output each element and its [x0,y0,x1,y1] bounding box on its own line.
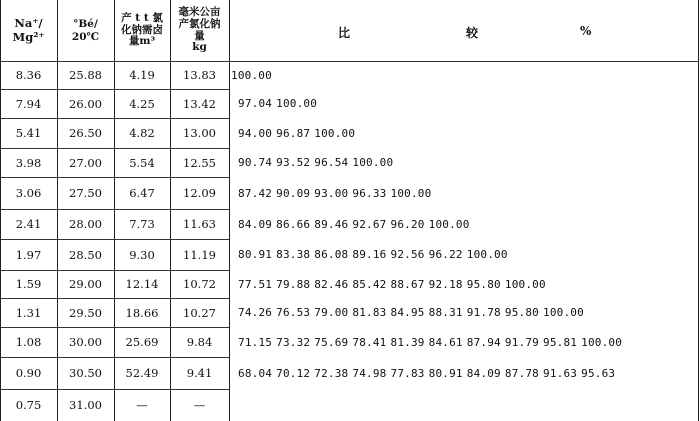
compare-value: 77.83 [390,366,425,380]
compare-value: 95.80 [504,306,539,319]
compare-value: 96.20 [390,217,425,231]
cell-yield: 9.41 [186,366,213,380]
compare-value: 94.00 [238,126,273,140]
cell-ratio: 3.98 [15,155,42,170]
compare-value: 79.00 [314,306,349,319]
compare-value: 96.54 [314,156,349,169]
compare-value: 100.00 [390,186,432,200]
compare-value: 100.00 [428,217,470,231]
header-text: 产 t t 氯 [121,11,163,24]
header-text: 量 [194,29,205,42]
compare-value: 92.67 [352,217,387,231]
header-compare-3: % [580,24,592,38]
compare-value: 83.38 [276,248,311,261]
compare-value: 93.52 [276,156,311,169]
compare-value: 92.56 [390,248,425,261]
compare-value: 87.78 [504,366,539,380]
cell-compare-values [238,148,397,177]
cell-ratio: 5.41 [15,126,42,140]
compare-value: 82.46 [314,277,349,291]
table-border-right [698,0,699,421]
compare-value: 88.31 [428,306,463,319]
compare-value: 100.00 [543,306,584,319]
compare-value: 75.69 [314,335,349,349]
cell-ratio: 7.94 [15,96,42,111]
compare-value: 77.51 [238,277,273,291]
compare-value: 70.12 [276,366,311,380]
compare-value: 84.95 [390,306,425,319]
cell-yield: 13.00 [183,126,216,140]
compare-value: 74.98 [352,366,387,380]
header-text: Mg²⁺ [12,29,45,44]
header-text: 产氯化钠 [178,17,221,30]
compare-value: 89.16 [352,248,387,261]
cell-compare-values [238,239,512,270]
cell-brine: 25.69 [125,335,159,349]
cell-yield: 13.42 [183,96,216,111]
compare-value: 76.53 [276,306,311,319]
cell-be: 25.88 [69,68,102,82]
compare-value: 89.46 [314,217,349,231]
compare-value: 81.39 [390,335,425,349]
cell-yield: 11.19 [183,247,216,262]
header-compare-2: 较 [466,26,479,40]
cell-yield: — [193,398,206,412]
cell-brine: 12.14 [125,277,159,291]
cell-ratio: 8.36 [15,68,42,82]
compare-value: 78.41 [352,335,387,349]
cell-brine: 4.25 [129,96,155,111]
header-text: kg [192,41,207,54]
compare-value: 84.61 [428,335,463,349]
compare-value: 91.79 [504,335,539,349]
cell-brine: 4.19 [129,68,155,82]
cell-ratio: 1.31 [15,305,42,320]
compare-value: 79.88 [276,277,311,291]
compare-value: 68.04 [238,366,273,380]
header-rule [229,61,699,62]
compare-value: 87.94 [466,335,501,349]
cell-be: 26.00 [69,96,102,111]
cell-yield: 12.55 [183,155,216,170]
cell-compare-values [238,118,359,148]
cell-yield: 12.09 [183,186,216,200]
compare-value: 95.80 [466,277,501,291]
compare-value: 86.66 [276,217,311,231]
header-text: °Bé/ [73,18,98,31]
cell-brine: 4.82 [129,126,155,140]
compare-value: 100.00 [466,248,508,261]
cell-yield: 11.63 [183,217,216,231]
compare-value: 80.91 [428,366,463,380]
compare-value: 88.67 [390,277,425,291]
cell-yield: 10.72 [183,277,216,291]
cell-brine: 6.47 [129,186,155,200]
compare-value: 92.18 [428,277,463,291]
cell-compare-values [238,209,474,239]
compare-value: 73.32 [276,335,311,349]
header-text: 量m³ [128,35,156,48]
header-salt-yield [170,0,229,61]
cell-be: 30.00 [69,335,102,349]
cell-be: 29.50 [69,305,102,320]
cell-be: 31.00 [69,398,102,412]
compare-value: 86.08 [314,248,349,261]
cell-compare-values [238,89,321,118]
compare-value: 85.42 [352,277,387,291]
cell-be: 27.50 [69,186,102,200]
cell-ratio: 1.08 [15,335,42,349]
header-text: Na⁺/ [14,16,43,31]
cell-yield: 10.27 [183,305,216,320]
cell-compare-values [238,298,588,327]
cell-ratio: 3.06 [15,186,42,200]
compare-value: 96.22 [428,248,463,261]
cell-brine: 7.73 [129,217,155,231]
header-text: 化钠需卤 [121,23,163,36]
compare-value: 90.09 [276,186,311,200]
cell-be: 28.00 [69,217,102,231]
compare-value: 93.00 [314,186,349,200]
compare-value: 100.00 [352,156,394,169]
compare-value: 84.09 [238,217,273,231]
compare-value: 80.91 [238,248,273,261]
compare-value: 96.33 [352,186,387,200]
compare-value: 72.38 [314,366,349,380]
compare-value: 91.78 [466,306,501,319]
header-compare-1: 比 [338,26,351,40]
compare-value: 84.09 [466,366,501,380]
cell-compare-values [238,327,626,357]
cell-brine: 18.66 [125,305,159,320]
cell-yield: 13.83 [183,68,216,82]
compare-value: 100.00 [231,68,272,82]
compare-value: 81.83 [352,306,387,319]
compare-value: 96.87 [276,126,311,140]
cell-brine: 52.49 [125,366,159,380]
header-brine-volume [114,0,170,61]
compare-value: 100.00 [504,277,546,291]
compare-value: 74.26 [238,306,273,319]
compare-value: 100.00 [314,126,356,140]
compare-value: 100.00 [276,97,318,110]
compare-value: 100.00 [581,335,623,349]
cell-be: 29.00 [69,277,102,291]
cell-compare-values [238,357,619,389]
cell-ratio: 1.59 [15,277,42,291]
compare-value: 71.15 [238,335,273,349]
header-baume [57,0,114,61]
compare-value: 90.74 [238,156,273,169]
compare-value: 97.04 [238,97,273,110]
cell-compare-values [238,177,435,209]
cell-brine: — [136,398,148,412]
cell-ratio: 0.90 [15,366,42,380]
compare-value: 87.42 [238,186,273,200]
cell-be: 28.50 [69,247,102,262]
cell-compare-values [231,61,276,89]
header-na-mg-ratio [0,0,57,61]
header-text: 毫米公亩 [178,6,221,18]
compare-value: 95.81 [543,335,578,349]
cell-ratio: 0.75 [15,398,42,412]
cell-ratio: 2.41 [15,217,42,231]
header-text: 20℃ [71,30,100,43]
cell-be: 30.50 [69,366,102,380]
cell-be: 26.50 [69,126,102,140]
cell-be: 27.00 [69,155,102,170]
cell-brine: 9.30 [129,247,155,262]
cell-compare-values [238,270,550,298]
cell-ratio: 1.97 [15,247,42,262]
cell-yield: 9.84 [186,335,213,349]
compare-value: 95.63 [581,366,616,380]
compare-value: 91.63 [543,366,578,380]
cell-brine: 5.54 [129,155,155,170]
